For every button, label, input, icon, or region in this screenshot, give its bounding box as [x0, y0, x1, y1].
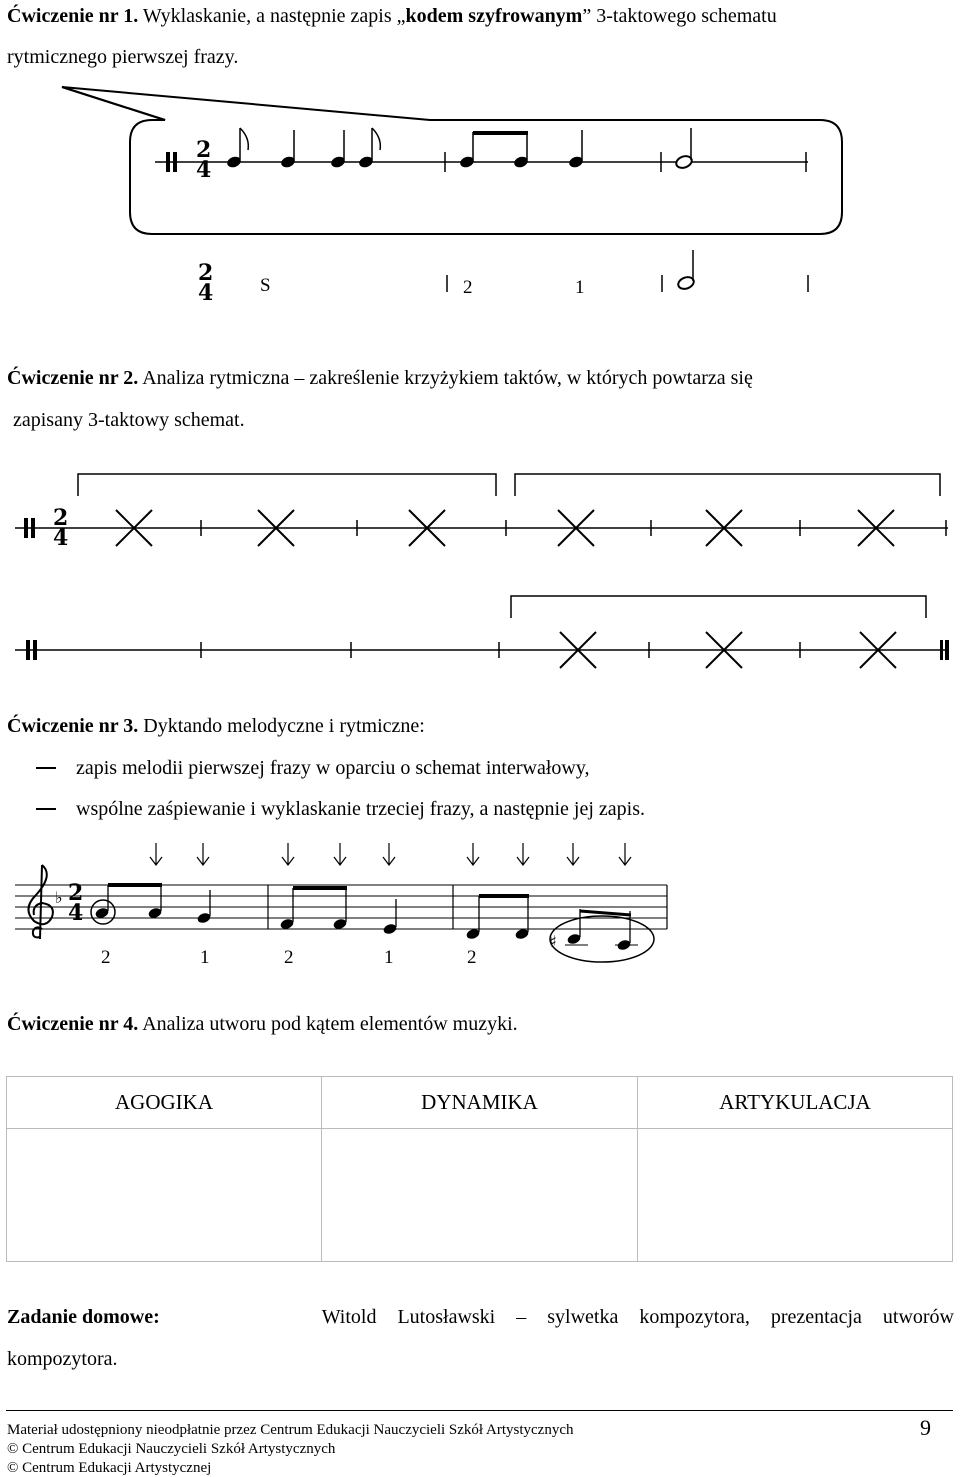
table-cell-artykulacja[interactable] [638, 1129, 952, 1261]
table-header-label: ARTYKULACJA [719, 1090, 871, 1114]
treble-clef-icon [28, 865, 52, 939]
bullet-dash-2 [36, 808, 56, 810]
time-sig-bottom: 4 [68, 900, 84, 926]
time-sig-bottom: 4 [53, 525, 69, 551]
exercise-4-label: Ćwiczenie nr 4. [7, 1013, 139, 1035]
homework-text: Witold Lutosławski – sylwetka kompozytora, prezentacja utworów [321, 1306, 954, 1328]
flat-sign-icon: ♭ [55, 888, 63, 907]
table-header-label: AGOGIKA [115, 1090, 213, 1114]
exercise-3-label: Ćwiczenie nr 3. [7, 715, 139, 737]
table-cell-agogika[interactable] [7, 1129, 322, 1261]
exercise-4-heading [7, 1012, 518, 1036]
exercise-3-text: Dyktando melodyczne i rytmiczne: [143, 715, 425, 737]
code-symbol-1: 1 [575, 277, 585, 298]
exercise-1-bold: kodem szyfrowanym [405, 5, 583, 27]
interval-number-2: 1 [200, 947, 210, 968]
exercise-2-label: Ćwiczenie nr 2. [7, 367, 139, 389]
homework-label: Zadanie domowe: [7, 1306, 160, 1328]
exercise-1-text-before: Wyklaskanie, a następnie zapis „ [142, 5, 406, 27]
time-signature-3 [53, 505, 69, 551]
footer-line-1: Materiał udostępniony nieodpłatnie przez Centrum Edukacji Nauczycieli Szkół Artystycznych [7, 1422, 574, 1438]
exercise-1-text-after: ” 3-taktowego schematu [582, 5, 777, 27]
analysis-table [6, 1076, 953, 1262]
table-header-dynamika [322, 1077, 638, 1129]
table-cell-dynamika[interactable] [322, 1129, 638, 1261]
exercise-3-bullet-1: zapis melodii pierwszej frazy w oparciu o schemat interwałowy, [76, 757, 590, 779]
time-sig-top: 2 [198, 260, 214, 286]
exercise-2-text: Analiza rytmiczna – zakreślenie krzyżykiem taktów, w których powtarza się [142, 367, 753, 389]
exercise-2-heading [7, 366, 753, 390]
melody-staff [0, 835, 960, 955]
code-symbol-s: S [260, 275, 271, 296]
time-sig-bottom: 4 [196, 157, 212, 183]
interval-number-5: 2 [467, 947, 477, 968]
exercise-3-bullet-2: wspólne zaśpiewanie i wyklaskanie trzeciej frazy, a następnie jej zapis. [76, 798, 646, 820]
table-header-artykulacja [638, 1077, 952, 1129]
exercise-1-line2: rytmicznego pierwszej frazy. [7, 46, 239, 68]
time-signature-4 [68, 880, 84, 926]
exercise-1-label: Ćwiczenie nr 1. [7, 5, 139, 27]
exercise-2-line2: zapisany 3-taktowy schemat. [13, 409, 245, 431]
footer-line-2: © Centrum Edukacji Nauczycieli Szkół Artystycznych [7, 1441, 336, 1457]
circle-annotation [550, 916, 654, 962]
code-symbol-2: 2 [463, 277, 473, 298]
footer-line-3: © Centrum Edukacji Artystycznej [7, 1460, 212, 1476]
exercise-4-text: Analiza utworu pod kątem elementów muzyki. [142, 1013, 518, 1035]
rhythm-grid [0, 460, 960, 680]
homework-line-2: kompozytora. [7, 1348, 118, 1370]
bullet-dash-1 [36, 767, 56, 769]
homework-line-1 [7, 1305, 954, 1329]
exercise-3-heading [7, 714, 425, 738]
time-sig-bottom: 4 [198, 280, 214, 306]
sharp-sign-icon: ♯ [549, 932, 557, 951]
interval-number-3: 2 [284, 947, 294, 968]
table-header-label: DYNAMIKA [421, 1090, 538, 1114]
footer-divider [6, 1410, 953, 1411]
interval-number-4: 1 [384, 947, 394, 968]
down-arrows [150, 843, 631, 865]
time-sig-top: 2 [196, 137, 212, 163]
code-row-marks [0, 0, 960, 330]
page-number: 9 [920, 1415, 931, 1440]
interval-number-1: 2 [101, 947, 111, 968]
table-header-agogika [7, 1077, 322, 1129]
time-sig-top: 2 [68, 880, 84, 906]
time-sig-top: 2 [53, 505, 69, 531]
